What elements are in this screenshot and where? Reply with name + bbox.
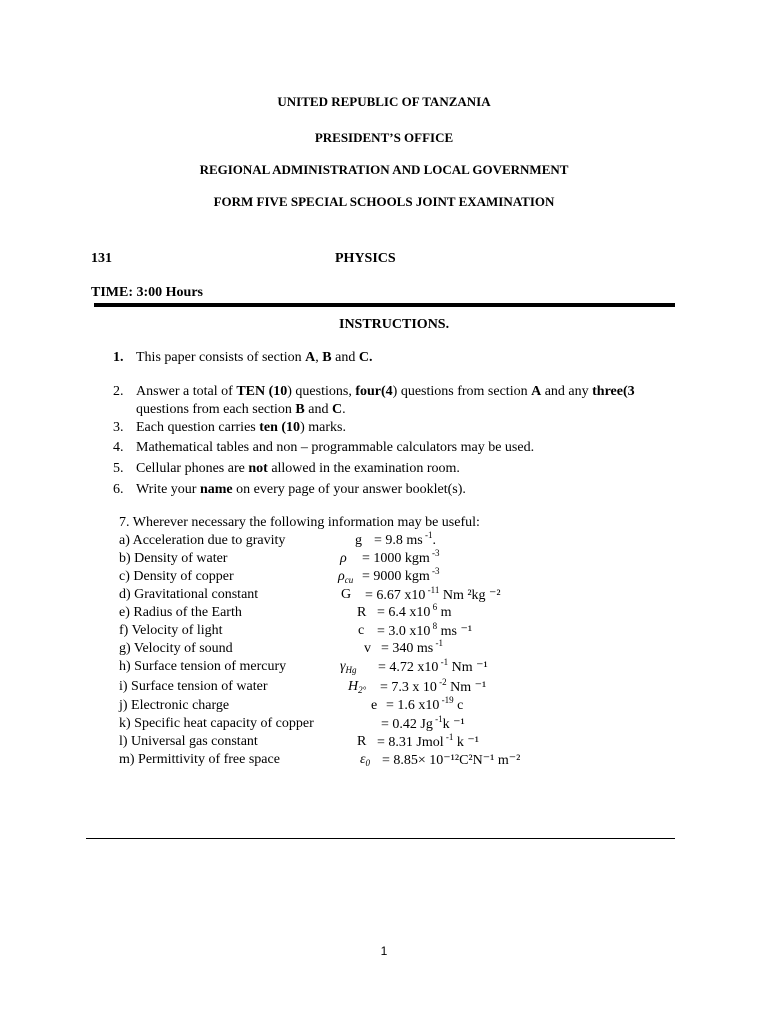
paper-code: 131: [91, 251, 112, 266]
constant-label: a) Acceleration due to gravity: [119, 533, 286, 548]
instruction-number: 2.: [113, 384, 124, 399]
instruction-text: Cellular phones are not allowed in the examination room.: [136, 461, 460, 476]
instruction-text: Write your name on every page of your answer booklet(s).: [136, 482, 466, 497]
constant-value: = 8.85× 10⁻¹²C²N⁻¹ m⁻²: [382, 753, 521, 768]
constant-value: = 7.3 x 10 $^{-2}$ Nm ⁻¹: [380, 677, 487, 695]
instruction-text: Answer a total of TEN (10) questions, four(4) questions from section A and any three(3: [136, 384, 635, 399]
instruction-number: 4.: [113, 440, 124, 455]
constant-value: = 8.31 Jmol $^{-1}$ k ⁻¹: [377, 732, 479, 750]
constant-symbol: v: [364, 641, 371, 656]
instruction-number: 5.: [113, 461, 124, 476]
constant-label: h) Surface tension of mercury: [119, 659, 287, 674]
constant-label: e) Radius of the Earth: [119, 605, 242, 620]
instruction-number: 3.: [113, 420, 124, 435]
constant-value: = 0.42 Jg $^{-1}$k ⁻¹: [381, 714, 465, 732]
header-department: REGIONAL ADMINISTRATION AND LOCAL GOVERNMENT: [199, 162, 569, 177]
instructions-title: INSTRUCTIONS.: [339, 317, 450, 332]
constant-value: = 4.72 x10 $^{-1}$ Nm ⁻¹: [378, 657, 488, 675]
instruction-text: questions from each section B and C.: [136, 402, 346, 417]
constant-symbol: $\rho_{cu}$: [338, 569, 354, 585]
constant-value: = 6.4 x10 $^6$ m: [377, 602, 452, 620]
constant-value: = 9000 kgm $^{-3}$: [362, 566, 440, 584]
instruction-number: 6.: [113, 482, 124, 497]
constant-label: g) Velocity of sound: [119, 641, 233, 656]
constant-label: f) Velocity of light: [119, 623, 223, 638]
constant-value: = 3.0 x10 $^8$ ms ⁻¹: [377, 621, 473, 639]
constant-label: k) Specific heat capacity of copper: [119, 716, 314, 731]
constant-symbol: e: [371, 698, 378, 713]
constant-label: l) Universal gas constant: [119, 734, 258, 749]
header-divider: [94, 303, 675, 307]
constant-symbol: g: [355, 533, 362, 548]
constant-value: = 340 ms $^{-1}$: [381, 638, 443, 656]
constant-label: c) Density of copper: [119, 569, 234, 584]
constant-value: = 9.8 ms $^{-1}$.: [374, 530, 436, 548]
paper-time: TIME: 3:00 Hours: [91, 285, 203, 300]
constant-value: = 1.6 x10 $^{-19}$ c: [386, 695, 464, 713]
constant-symbol: R: [357, 605, 367, 620]
constant-value: = 1000 kgm $^{-3}$: [362, 548, 440, 566]
constant-symbol: ρ: [340, 551, 347, 566]
constant-symbol: $\gamma_{Hg}$: [340, 659, 357, 675]
constant-label: j) Electronic charge: [119, 698, 230, 713]
header-office: PRESIDENT’S OFFICE: [314, 130, 454, 145]
instruction-text: Mathematical tables and non – programmable calculators may be used.: [136, 440, 535, 455]
instruction-number: 1.: [113, 350, 124, 365]
footer-divider: [86, 838, 675, 839]
constant-symbol: $\varepsilon_0$: [360, 752, 371, 768]
constant-symbol: R: [357, 734, 367, 749]
page-number: 1: [380, 944, 388, 958]
constant-label: d) Gravitational constant: [119, 587, 259, 602]
header-exam-title: FORM FIVE SPECIAL SCHOOLS JOINT EXAMINATION: [213, 194, 555, 209]
paper-subject: PHYSICS: [335, 251, 396, 266]
header-country: UNITED REPUBLIC OF TANZANIA: [277, 94, 491, 109]
constant-label: m) Permittivity of free space: [119, 752, 280, 767]
constant-label: i) Surface tension of water: [119, 679, 268, 694]
constant-label: b) Density of water: [119, 551, 228, 566]
constant-symbol: G: [341, 587, 352, 602]
constant-symbol: $H_{2^\circ}$: [348, 679, 367, 695]
instruction-text: Each question carries ten (10) marks.: [136, 420, 346, 435]
constant-value: = 6.67 x10 $^{-11}$ Nm ²kg ⁻²: [365, 585, 501, 603]
constants-intro: 7. Wherever necessary the following information may be useful:: [119, 515, 480, 530]
instruction-text: This paper consists of section A, B and C.: [136, 350, 373, 365]
constant-symbol: c: [358, 623, 365, 638]
